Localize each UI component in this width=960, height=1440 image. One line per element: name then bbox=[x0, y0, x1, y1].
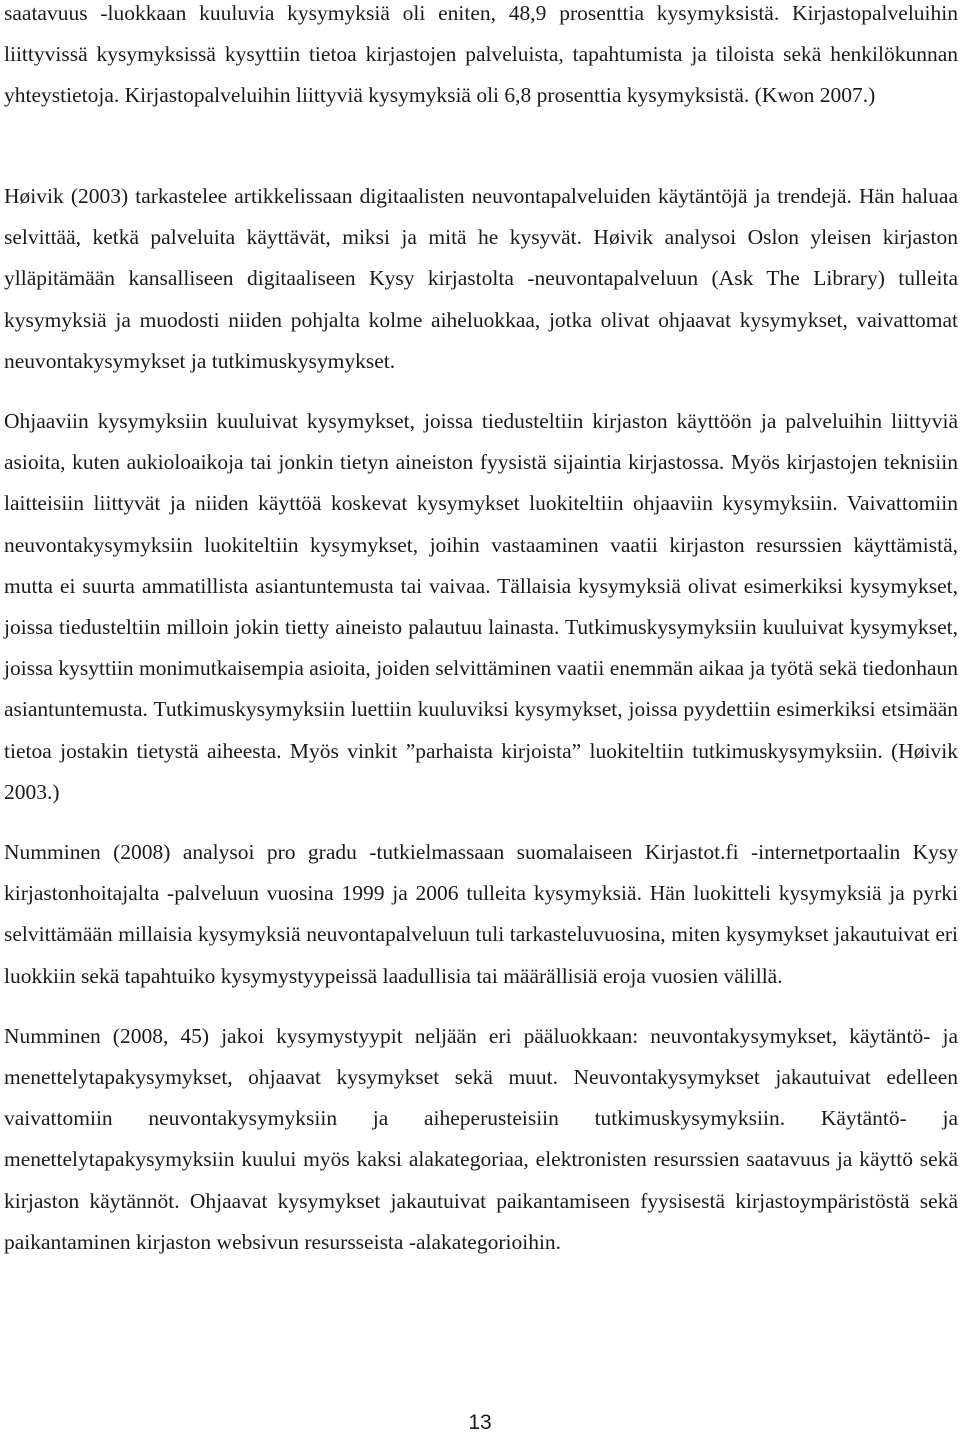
document-page bbox=[4, 0, 958, 1440]
paragraph-hoivik-intro: Høivik (2003) tarkastelee artikkelissaan digitaalisten neuvontapalveluiden käytäntöjä ja trendejä. Hän haluaa selvittää, ketkä palveluita käyttävät, miksi ja mitä he kysyvät. Høivik analysoi Oslon yleisen kirjaston ylläpitämään kansalliseen digitaaliseen Kysy kirjastolta -neuvontapalveluun (Ask The Library) tulleita kysymyksiä ja muodosti niiden pohjalta kolme aiheluokkaa, jotka olivat ohjaavat kysymykset, vaivattomat neuvontakysymykset ja tutkimuskysymykset. bbox=[4, 184, 958, 373]
paragraph-numminen-intro: Numminen (2008) analysoi pro gradu -tutkielmassaan suomalaiseen Kirjastot.fi -internetportaalin Kysy kirjastonhoitajalta -palveluun vuosina 1999 ja 2006 tulleita kysymyksiä. Hän luokitteli kysymyksiä ja pyrki selvittämään millaisia kysymyksiä neuvontapalveluun tuli tarkasteluvuosina, miten kysymykset jakautuivat eri luokkiin sekä tapahtuiko kysymystyypeissä laadullisia tai määrällisiä eroja vuosien välillä. bbox=[4, 840, 958, 988]
page-number: 13 bbox=[468, 1411, 492, 1434]
paragraph-hoivik-categories: Ohjaaviin kysymyksiin kuuluivat kysymykset, joissa tiedusteltiin kirjaston käyttöön ja palveluihin liittyviä asioita, kuten aukioloaikoja tai jonkin tietyn aineiston fyysistä sijaintia kirjastossa. Myös kirjastojen teknisiin laitteisiin liittyvät ja niiden käyttöä koskevat kysymykset luokiteltiin ohjaaviin kysymyksiin. Vaivattomiin neuvontakysymyksiin luokiteltiin kysymykset, joihin vastaaminen vaatii kirjaston resurssien käyttämistä, mutta ei suurta ammatillista asiantuntemusta tai vaivaa. Tällaisia kysymyksiä olivat esimerkiksi kysymykset, joissa tiedusteltiin milloin jokin tietty aineisto palautuu lainasta. Tutkimuskysymyksiin kuuluivat kysymykset, joissa kysyttiin monimutkaisempia asioita, joiden selvittäminen vaatii enemmän aikaa ja työtä sekä tiedonhaun asiantuntemusta. Tutkimuskysymyksiin luettiin kuuluviksi kysymykset, joissa pyydettiin esimerkiksi etsimään tietoa jostakin tietystä aiheesta. Myös vinkit ”parhaista kirjoista” luokiteltiin tutkimuskysymyksiin. (Høivik 2003.) bbox=[4, 409, 958, 804]
paragraph-kwon-summary: saatavuus -luokkaan kuuluvia kysymyksiä oli eniten, 48,9 prosenttia kysymyksistä. Kirjastopalveluihin liittyvissä kysymyksissä kysyttiin tietoa kirjastojen palveluista, tapahtumista ja tiloista sekä henkilökunnan yhteystietoja. Kirjastopalveluihin liittyviä kysymyksiä oli 6,8 prosenttia kysymyksistä. (Kwon 2007.) bbox=[4, 1, 958, 108]
paragraph-numminen-categories: Numminen (2008, 45) jakoi kysymystyypit neljään eri pääluokkaan: neuvontakysymykset, käytäntö- ja menettelytapakysymykset, ohjaavat kysymykset sekä muut. Neuvontakysymykset jakautuivat edelleen vaivattomiin neuvontakysymyksiin ja aiheperusteisiin tutkimuskysymyksiin. Käytäntö- ja menettelytapakysymyksiin kuului myös kaksi alakategoriaa, elektronisten resurssien saatavuus ja käyttö sekä kirjaston käytännöt. Ohjaavat kysymykset jakautuivat paikantamiseen fyysisestä kirjastoympäristöstä sekä paikantaminen kirjaston websivun resursseista -alakategorioihin. bbox=[4, 1023, 958, 1254]
body-text bbox=[4, 176, 958, 1263]
